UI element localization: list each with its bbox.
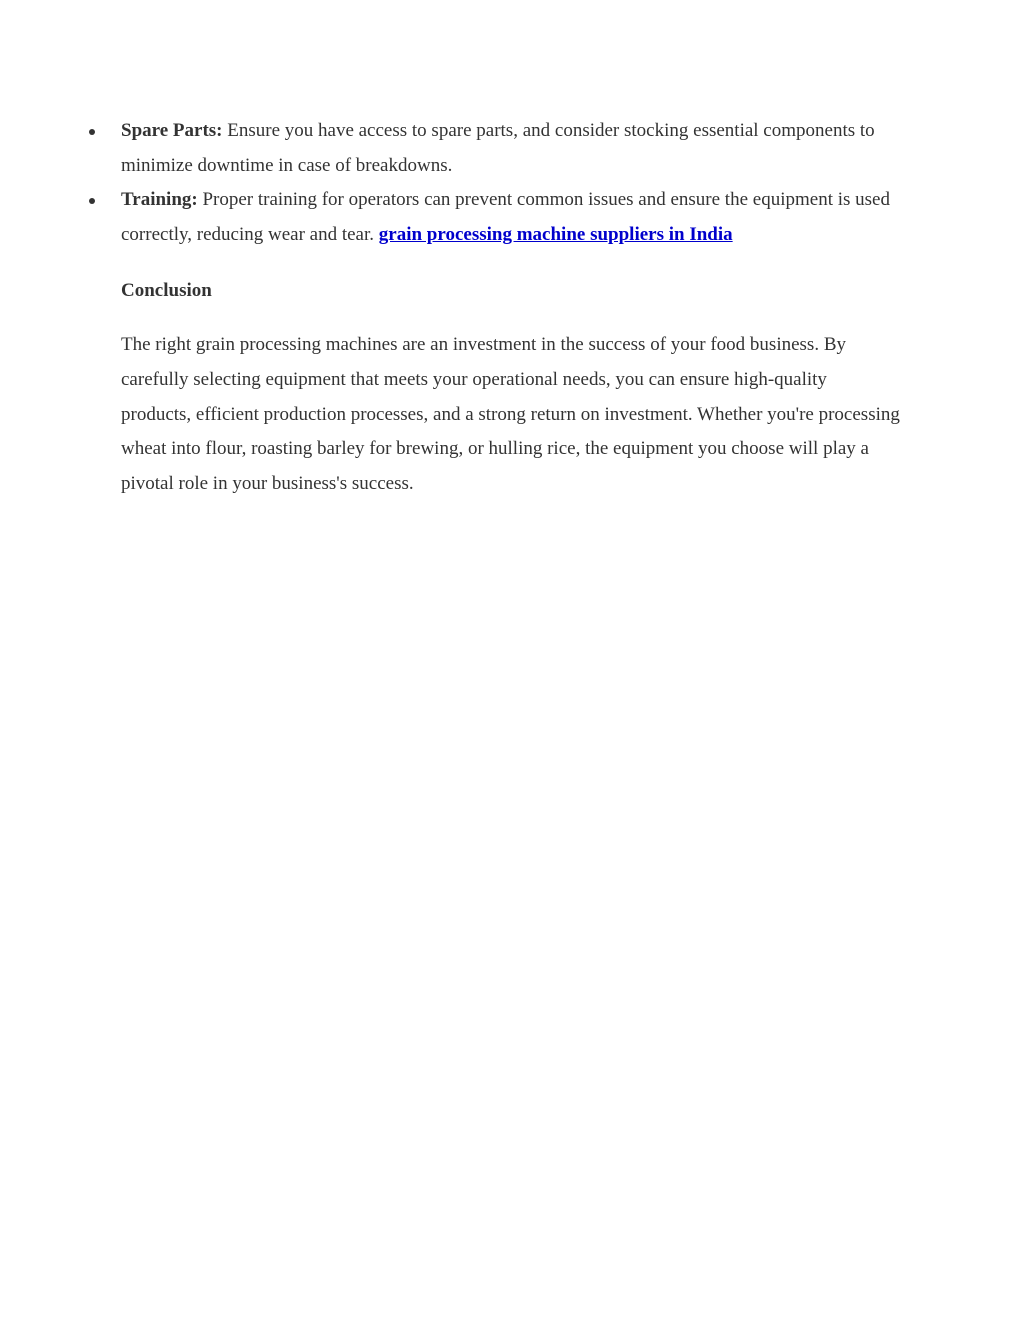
bullet-text: Proper training for operators can prevent common issues and ensure the equipment is used correctly, reducing wear and tear. <box>121 189 890 245</box>
bullet-label: Spare Parts: <box>121 120 223 141</box>
bullet-item-spare-parts <box>0 114 911 183</box>
bullet-dot-icon <box>89 129 95 135</box>
suppliers-link[interactable]: grain processing machine suppliers in India <box>378 223 733 245</box>
bullet-item-training <box>0 183 911 252</box>
bullet-label: Training: <box>121 189 198 210</box>
conclusion-heading: Conclusion <box>121 280 212 301</box>
bullet-dot-icon <box>89 198 95 204</box>
bullet-text: Ensure you have access to spare parts, and consider stocking essential components to minimize downtime in case of breakdowns. <box>121 120 875 176</box>
bullet-list <box>0 114 1024 252</box>
conclusion-paragraph: The right grain processing machines are an investment in the success of your food business. By carefully selecting equipment that meets your operational needs, you can ensure high-quality products, efficient production processes, and a strong return on investment. Whether you're processing wheat into flour, roasting barley for brewing, or hulling rice, the equipment you choose will play a pivotal role in your business's success. <box>121 334 900 495</box>
